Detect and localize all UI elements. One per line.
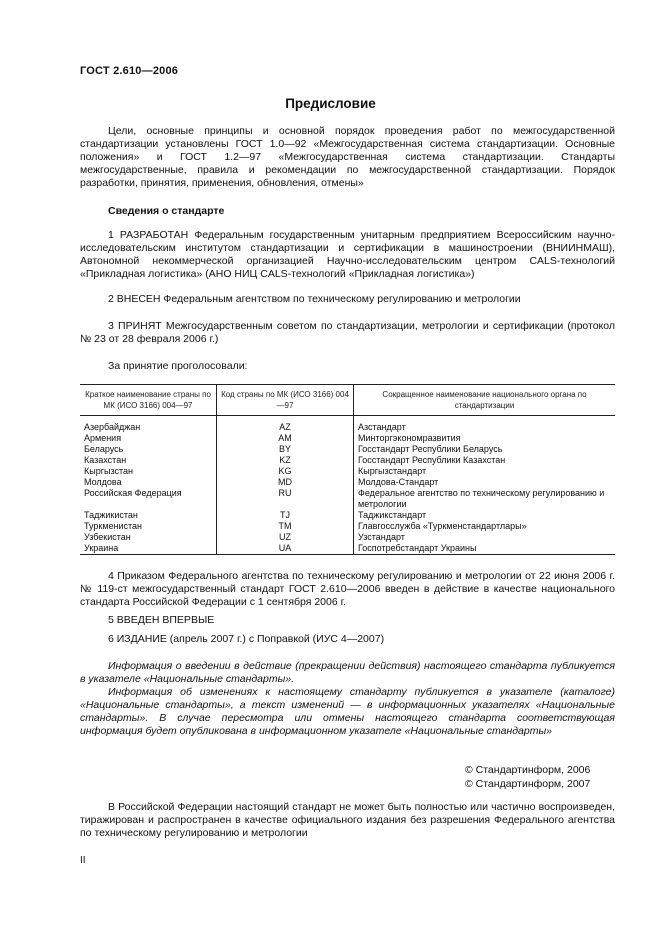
code-cell: MD [217, 477, 354, 488]
country-cell: Молдова [84, 477, 122, 487]
voted-label [80, 360, 615, 373]
table-row [80, 510, 615, 521]
country-cell: Украина [80, 543, 217, 555]
copyright-2006: © Стандартинформ, 2006 [465, 764, 591, 776]
col-header-country: Краткое наименование страны по МК (ИСО 3166) 004—97 [80, 385, 217, 416]
note-2-text: Информация об изменениях к настоящему стандарту публикуется в указателе (каталоге) «Национальные стандарты», а текст изменений — в информационных указателях «Национальные стандарты». В случае пересмотра или отмены настоящего стандарта соответствующая информация будет опубликована в информационном указателе «Национальные стандарты» [80, 686, 615, 737]
country-cell: Таджикистан [84, 510, 138, 520]
code-cell: UA [217, 543, 354, 555]
code-cell: KZ [217, 455, 354, 466]
note-1 [80, 660, 615, 686]
item-1 [80, 229, 615, 281]
info-heading [80, 205, 615, 218]
table-row [80, 532, 615, 543]
legal-notice [80, 801, 615, 840]
intro-paragraph [80, 125, 615, 190]
country-cell: Кыргызстан [84, 466, 133, 476]
country-cell: Казахстан [84, 455, 127, 465]
code-cell: TJ [217, 510, 354, 521]
intro-text: Цели, основные принципы и основной порядок проведения работ по межгосударственной стандартизации установлены ГОСТ 1.0—92 «Межгосударственная система стандартизации. Основные положения» и ГОСТ 1.2—97 «Межгосударственная система стандартизации. Стандарты межгосударственные, правила и рекомендации по межгосударственной стандартизации. Порядок разработки, принятия, применения, обновления, отмены» [80, 125, 615, 189]
item-3-text: 3 ПРИНЯТ Межгосударственным советом по стандартизации, метрологии и сертификации (протокол № 23 от 28 февраля 2006 г.) [80, 320, 615, 345]
table-row [80, 466, 615, 477]
voted-text: За принятие проголосовали: [108, 360, 248, 372]
item-4 [80, 570, 615, 609]
body-cell: Госстандарт Республики Казахстан [354, 455, 616, 466]
voting-table [80, 384, 615, 555]
copyright-2007: © Стандартинформ, 2007 [465, 778, 591, 790]
page-number: II [80, 855, 86, 866]
item-2 [80, 293, 615, 306]
item-5-text: 5 ВВЕДЕН ВПЕРВЫЕ [108, 614, 215, 626]
table-row [80, 416, 615, 434]
body-cell: Госстандарт Республики Беларусь [354, 444, 616, 455]
body-cell: Федеральное агентство по техническому регулированию и метрологии [354, 488, 616, 510]
page-title: Предисловие [285, 96, 376, 111]
note-2 [80, 686, 615, 738]
table-row [80, 543, 615, 555]
body-cell: Азстандарт [354, 416, 616, 434]
body-cell: Таджикстандарт [354, 510, 616, 521]
table-row [80, 488, 615, 510]
code-cell: BY [217, 444, 354, 455]
table-body [80, 416, 615, 555]
col-header-code: Код страны по МК (ИСО 3166) 004—97 [217, 385, 354, 416]
item-6-text: 6 ИЗДАНИЕ (апрель 2007 г.) с Поправкой (ИУС 4—2007) [108, 633, 385, 645]
body-cell: Главгосслужба «Туркменстандартлары» [354, 521, 616, 532]
note-1-text: Информация о введении в действие (прекращении действия) настоящего стандарта публикуется в указателе «Национальные стандарты». [80, 660, 615, 685]
body-cell: Молдова-Стандарт [354, 477, 616, 488]
item-6 [80, 633, 615, 646]
code-cell: UZ [217, 532, 354, 543]
code-cell: TM [217, 521, 354, 532]
country-cell: Армения [84, 433, 122, 443]
item-2-text: 2 ВНЕСЕН Федеральным агентством по техническому регулированию и метрологии [108, 293, 521, 305]
country-cell: Азербайджан [84, 422, 141, 432]
code-cell: KG [217, 466, 354, 477]
body-cell: Госпотребстандарт Украины [354, 543, 616, 555]
table-header-row [80, 385, 615, 416]
item-1-text: 1 РАЗРАБОТАН Федеральным государственным унитарным предприятием Всероссийским научно-исследовательским институтом стандартизации и сертификации в машиностроении (ВНИИНМАШ), Автономной некоммерческой организацией Научно-исследовательским центром CALS-технологий «Прикладная логистика» (АНО НИЦ CALS-технологий «Прикладная логистика») [80, 229, 615, 280]
col-header-body: Сокращенное наименование национального органа по стандартизации [354, 385, 616, 416]
table-row [80, 433, 615, 444]
legal-notice-text: В Российской Федерации настоящий стандарт не может быть полностью или частично воспроизведен, тиражирован и распространен в качестве официального издания без разрешения Федерального агентства по техническому регулированию и метрологии [80, 801, 615, 839]
body-cell: Кыргызстандарт [354, 466, 616, 477]
country-cell: Беларусь [84, 444, 124, 454]
table-row [80, 444, 615, 455]
item-5 [80, 614, 615, 627]
table-row [80, 477, 615, 488]
document-code-header: ГОСТ 2.610—2006 [80, 65, 179, 77]
code-cell: AZ [217, 416, 354, 434]
country-cell: Российская Федерация [84, 488, 182, 498]
body-cell: Узстандарт [354, 532, 616, 543]
code-cell: AM [217, 433, 354, 444]
info-heading-text: Сведения о стандарте [108, 205, 225, 217]
item-4-text: 4 Приказом Федерального агентства по техническому регулированию и метрологии от 22 июня 2006 г. № 119-ст межгосударственный стандарт ГОСТ 2.610—2006 введен в действие в качестве национального стандарта Российской Федерации с 1 сентября 2006 г. [80, 570, 615, 608]
body-cell: Минторгэкономразвития [354, 433, 616, 444]
table-row [80, 455, 615, 466]
item-3 [80, 320, 615, 346]
code-cell: RU [217, 488, 354, 510]
country-cell: Туркменистан [84, 521, 143, 531]
country-cell: Узбекистан [84, 532, 131, 542]
table-row [80, 521, 615, 532]
